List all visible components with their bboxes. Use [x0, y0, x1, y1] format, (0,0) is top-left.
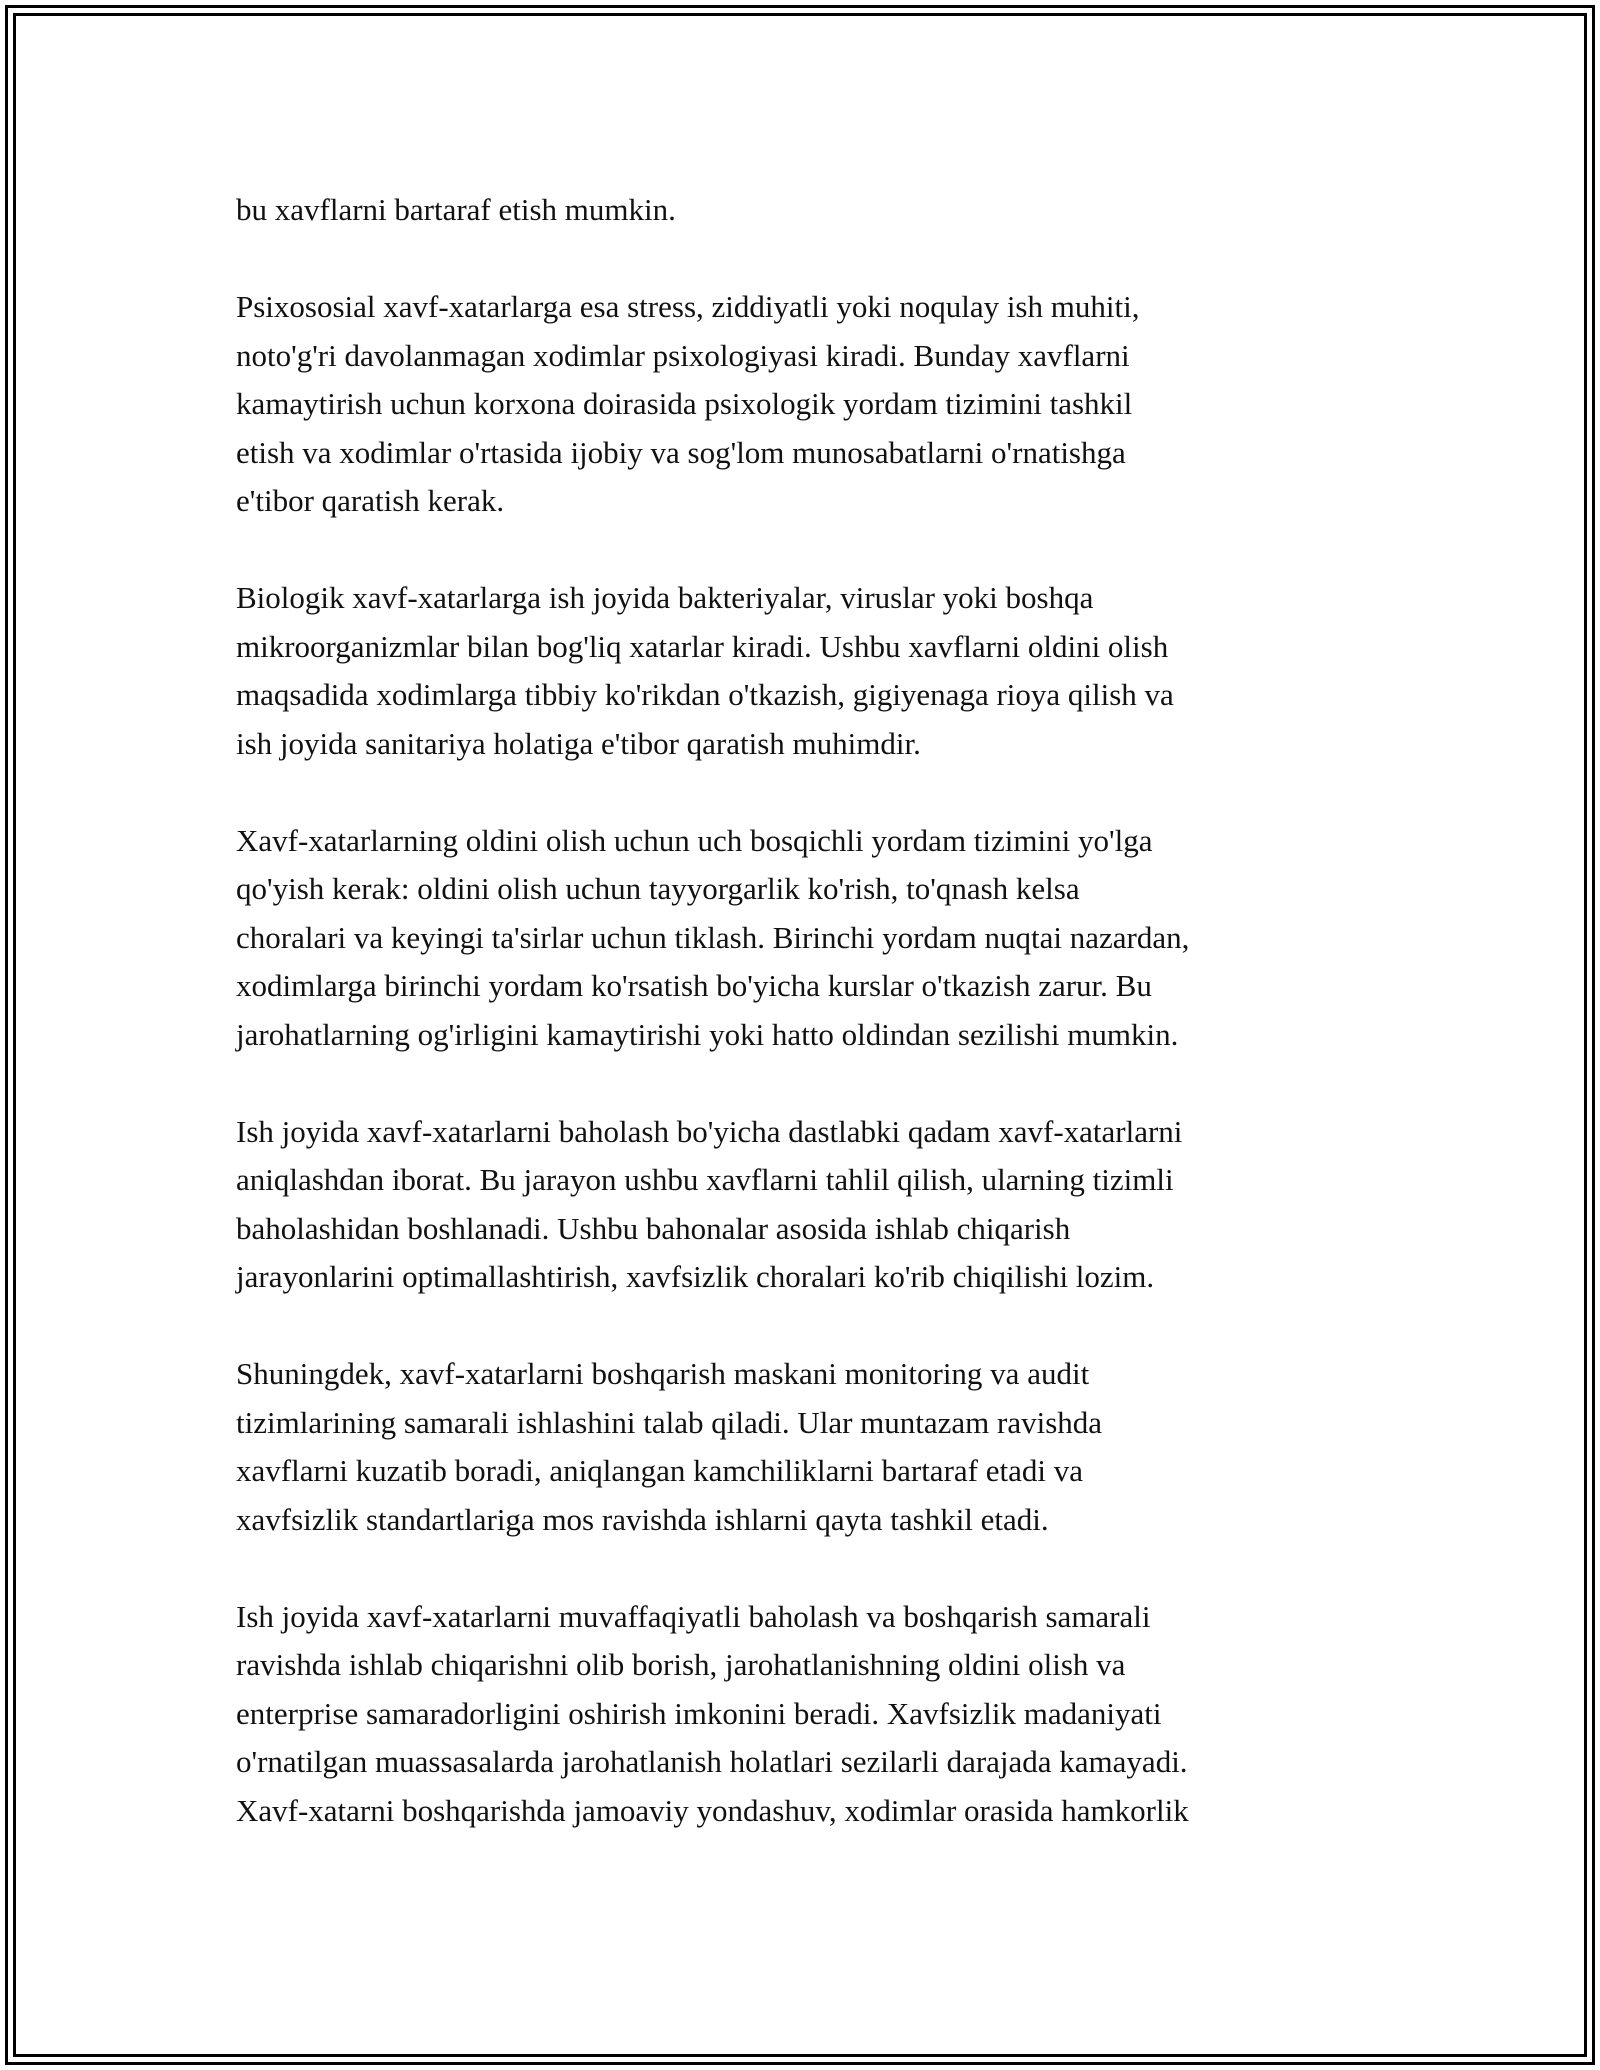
text-line: baholashidan boshlanadi. Ushbu bahonalar asosida ishlab chiqarish: [236, 1210, 1071, 1246]
text-line: ish joyida sanitariya holatiga e'tibor qaratish muhimdir.: [236, 725, 921, 761]
text-line: aniqlashdan iborat. Bu jarayon ushbu xavflarni tahlil qilish, ularning tizimli: [236, 1162, 1174, 1197]
text-line: Psixososial xavf-xatarlarga esa stress, ziddiyatli yoki noqulay ish muhiti,: [236, 289, 1140, 324]
paragraph-risk-assessment: [236, 1108, 1396, 1302]
text-line: jarohatlarning og'irligini kamaytirishi yoki hatto oldindan sezilishi mumkin.: [236, 1016, 1179, 1052]
text-line: ravishda ishlab chiqarishni olib borish, jarohatlanishning oldini olish va: [236, 1647, 1126, 1682]
document-body: [236, 186, 1396, 1884]
text-line: xavflarni kuzatib boradi, aniqlangan kamchiliklarni bartaraf etadi va: [236, 1453, 1083, 1488]
paragraph-first-aid-system: [236, 817, 1396, 1060]
text-line: e'tibor qaratish kerak.: [236, 483, 505, 518]
text-line: enterprise samaradorligini oshirish imkonini beradi. Xavfsizlik madaniyati: [236, 1695, 1162, 1731]
text-line: Biologik xavf-xatarlarga ish joyida bakteriyalar, viruslar yoki boshqa: [236, 580, 1094, 615]
text-line: mikroorganizmlar bilan bog'liq xatarlar kiradi. Ushbu xavflarni oldini olish: [236, 628, 1169, 664]
text-line: choralari va keyingi ta'sirlar uchun tiklash. Birinchi yordam nuqtai nazardan,: [236, 919, 1190, 955]
text-line: kamaytirish uchun korxona doirasida psixologik yordam tizimini tashkil: [236, 386, 1133, 421]
paragraph-continuation: [236, 186, 1396, 235]
text-line: o'rnatilgan muassasalarda jarohatlanish holatlari sezilarli darajada kamayadi.: [236, 1744, 1188, 1779]
text-line: bu xavflarni bartaraf etish mumkin.: [236, 192, 676, 227]
text-line: Xavf-xatarlarning oldini olish uchun uch bosqichli yordam tizimini yo'lga: [236, 822, 1153, 858]
paragraph-monitoring-audit: [236, 1350, 1396, 1544]
paragraph-psychosocial-risks: [236, 283, 1396, 526]
paragraph-safety-culture: [236, 1593, 1396, 1836]
text-line: xavfsizlik standartlariga mos ravishda ishlarni qayta tashkil etadi.: [236, 1501, 1049, 1537]
text-line: jarayonlarini optimallashtirish, xavfsizlik choralari ko'rib chiqilishi lozim.: [236, 1259, 1155, 1294]
text-line: Ish joyida xavf-xatarlarni baholash bo'yicha dastlabki qadam xavf-xatarlarni: [236, 1113, 1183, 1149]
text-line: xodimlarga birinchi yordam ko'rsatish bo'yicha kurslar o'tkazish zarur. Bu: [236, 968, 1152, 1003]
text-line: Ish joyida xavf-xatarlarni muvaffaqiyatli baholash va boshqarish samarali: [236, 1598, 1151, 1634]
text-line: maqsadida xodimlarga tibbiy ko'rikdan o'tkazish, gigiyenaga rioya qilish va: [236, 677, 1174, 712]
text-line: Xavf-xatarni boshqarishda jamoaviy yondashuv, xodimlar orasida hamkorlik: [236, 1792, 1189, 1828]
text-line: noto'g'ri davolanmagan xodimlar psixologiyasi kiradi. Bunday xavflarni: [236, 337, 1130, 373]
text-line: tizimlarining samarali ishlashini talab qiladi. Ular muntazam ravishda: [236, 1404, 1103, 1440]
text-line: qo'yish kerak: oldini olish uchun tayyorgarlik ko'rish, to'qnash kelsa: [236, 871, 1080, 906]
text-line: etish va xodimlar o'rtasida ijobiy va sog'lom munosabatlarni o'rnatishga: [236, 434, 1126, 470]
paragraph-biological-risks: [236, 574, 1396, 768]
text-line: Shuningdek, xavf-xatarlarni boshqarish maskani monitoring va audit: [236, 1356, 1090, 1391]
